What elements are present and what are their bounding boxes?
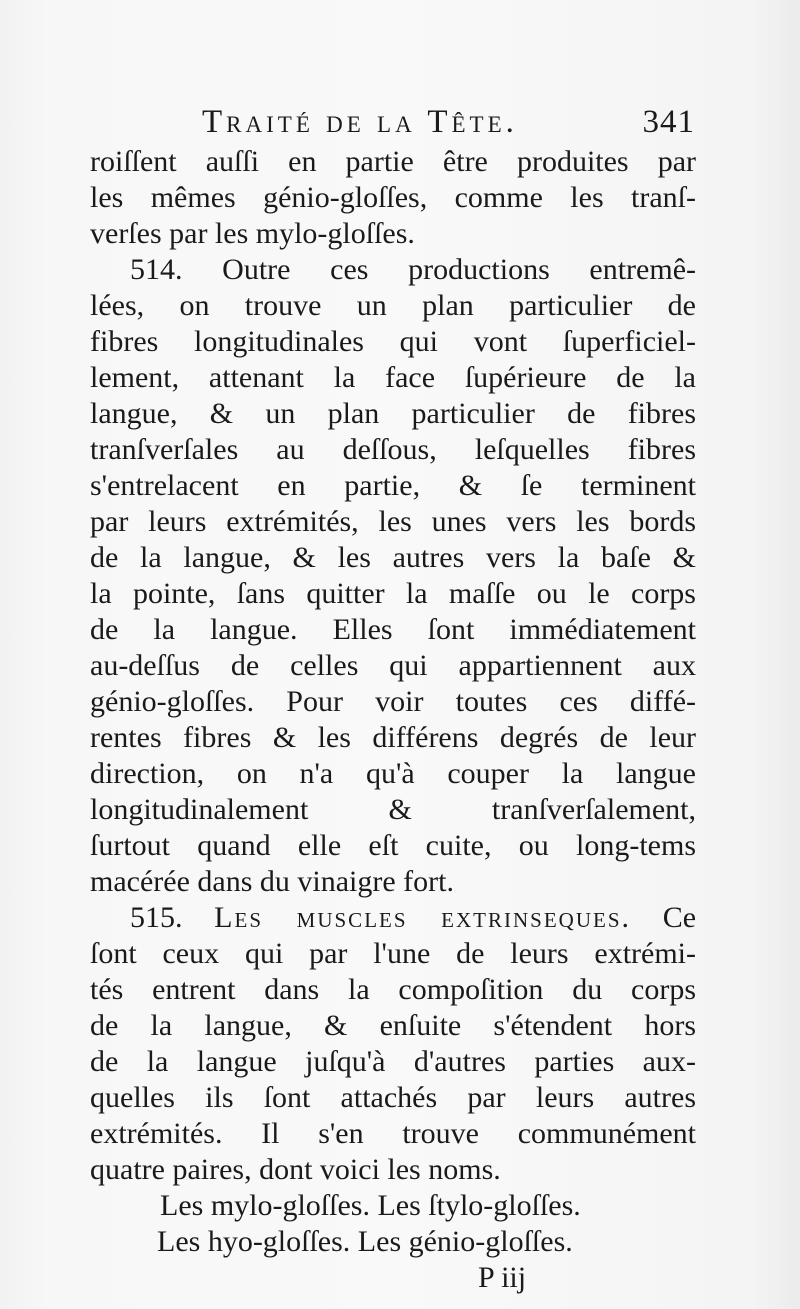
- running-title: Traité de la Tête.: [202, 104, 518, 140]
- muscle-list-line: Les mylo-gloſſes. Les ſtylo-gloſſes.: [160, 1189, 581, 1222]
- section-heading: Les muscles extrinseques.: [214, 901, 632, 934]
- muscle-list-line: Les hyo-gloſſes. Les génio-gloſſes.: [157, 1225, 573, 1258]
- text-line: les mêmes génio-gloſſes, comme les tranſ-: [90, 181, 696, 214]
- text-line: de la langue, & les autres vers la baſe &: [90, 541, 696, 574]
- text-fragment: Ce: [662, 901, 697, 934]
- text-line: tranſverſales au deſſous, leſquelles fibres: [90, 433, 696, 466]
- text-line: génio-gloſſes. Pour voir toutes ces diffé-: [90, 685, 696, 718]
- text-line: lement, attenant la face ſupérieure de la: [90, 361, 696, 394]
- text-line: tés entrent dans la compoſition du corps: [90, 973, 696, 1006]
- text-line: roiſſent auſſi en partie être produites par: [90, 145, 696, 178]
- paragraph-number: 515.: [130, 901, 183, 934]
- text-line: s'entrelacent en partie, & ſe terminent: [90, 469, 696, 502]
- text-line: quatre paires, dont voici les noms.: [90, 1153, 501, 1186]
- text-line: ſont ceux qui par l'une de leurs extrémi-: [90, 937, 696, 970]
- paragraph-515-first-line: [130, 900, 696, 936]
- text-line: fibres longitudinales qui vont ſuperficiel-: [90, 325, 696, 358]
- text-line: lées, on trouve un plan particulier de: [90, 289, 696, 322]
- text-line: rentes fibres & les différens degrés de leur: [90, 721, 696, 754]
- text-line: ſurtout quand elle eſt cuite, ou long-tems: [90, 829, 696, 862]
- text-line: au-deſſus de celles qui appartiennent aux: [90, 649, 696, 682]
- text-line: de la langue juſqu'à d'autres parties aux-: [90, 1045, 696, 1078]
- text-line: extrémités. Il s'en trouve communément: [90, 1117, 696, 1150]
- text-line: verſes par les mylo-gloſſes.: [90, 217, 415, 250]
- signature-mark: P iij: [478, 1261, 527, 1294]
- page-header: [130, 96, 695, 144]
- text-line: par leurs extrémités, les unes vers les bords: [90, 505, 696, 538]
- text-line: quelles ils ſont attachés par leurs autres: [90, 1081, 696, 1114]
- text-line: langue, & un plan particulier de fibres: [90, 397, 696, 430]
- paragraph-514-first-line: 514. Outre ces productions entremê-: [130, 253, 696, 286]
- text-line: de la langue, & enſuite s'étendent hors: [90, 1009, 696, 1042]
- text-line: longitudinalement & tranſverſalement,: [90, 793, 696, 826]
- page-number: 341: [642, 104, 695, 140]
- text-line: la pointe, ſans quitter la maſſe ou le corps: [90, 577, 696, 610]
- text-line: macérée dans du vinaigre fort.: [90, 865, 454, 898]
- text-line: de la langue. Elles ſont immédiatement: [90, 613, 696, 646]
- text-line: direction, on n'a qu'à couper la langue: [90, 757, 696, 790]
